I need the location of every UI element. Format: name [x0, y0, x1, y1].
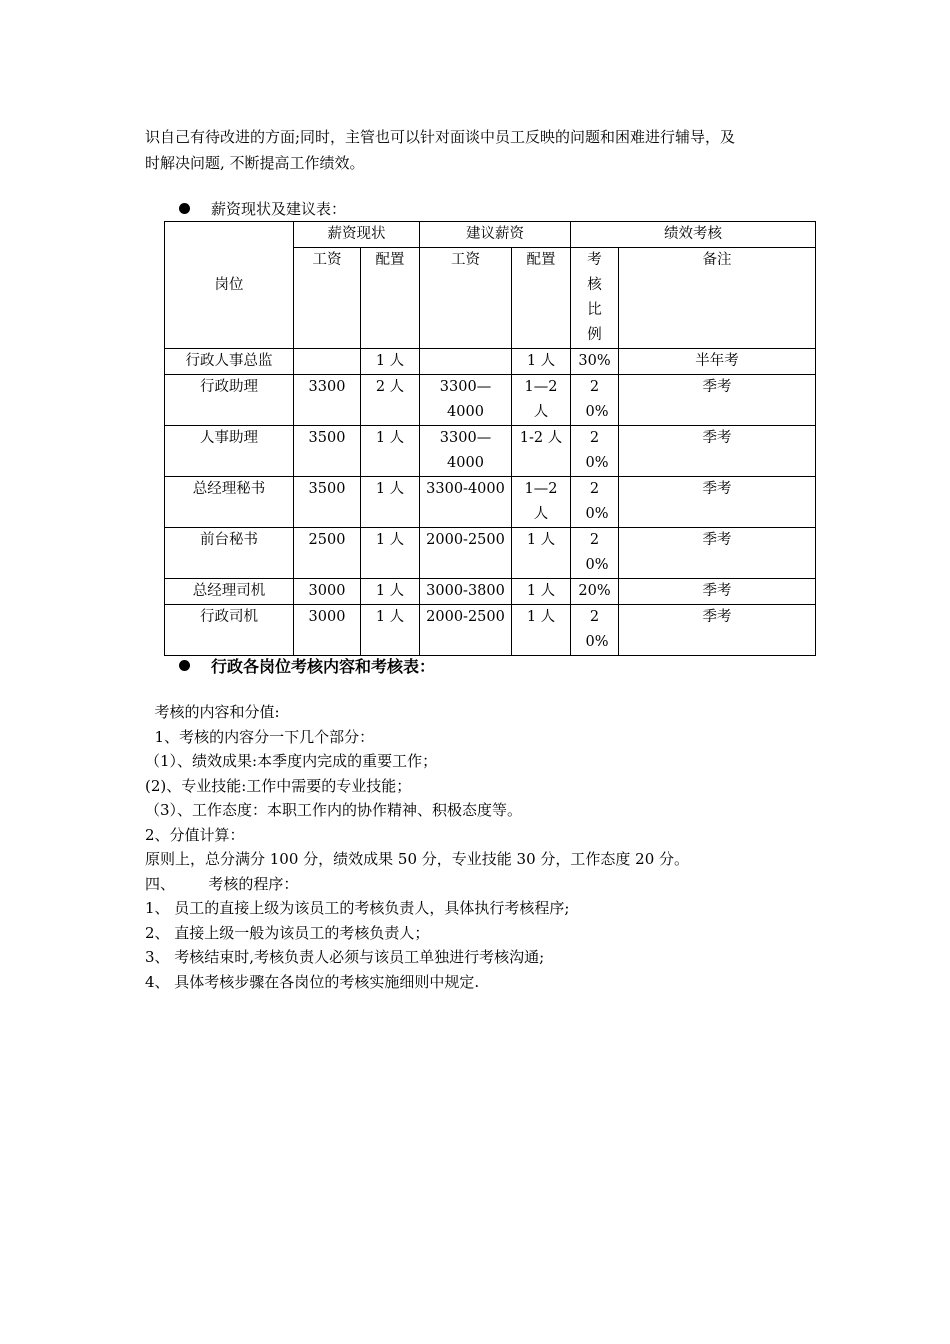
cell-position: 行政人事总监 [165, 349, 294, 375]
body-line: 2、 直接上级一般为该员工的考核负责人； [145, 923, 430, 942]
cell-suggested-wage: 3000-3800 [420, 579, 512, 605]
body-line: 考核的内容和分值: [145, 703, 280, 721]
cell-suggested-staffing: 1 人 [512, 579, 571, 605]
cell-current-staffing: 1 人 [361, 426, 420, 477]
cell-ratio [571, 605, 619, 656]
body-line: 2、分值计算： [145, 825, 245, 844]
cell-suggested-wage: 3300-4000 [420, 477, 512, 528]
assessment-section-heading [179, 654, 435, 677]
header-ratio-text: 考核比例 [587, 252, 602, 343]
cell-ratio [571, 426, 619, 477]
cell-current-wage: 2500 [294, 528, 361, 579]
body-line: (2)、专业技能:工作中需要的专业技能； [145, 776, 412, 795]
cell-remark: 季考 [619, 426, 816, 477]
table-row [165, 579, 816, 605]
body-line: 1、 员工的直接上级为该员工的考核负责人，具体执行考核程序; [145, 899, 570, 917]
salary-section-heading [179, 198, 346, 219]
cell-remark: 季考 [619, 579, 816, 605]
header-suggested-salary: 建议薪资 [420, 222, 571, 248]
cell-current-wage: 3500 [294, 477, 361, 528]
body-line: 4、 具体考核步骤在各岗位的考核实施细则中规定. [145, 972, 480, 991]
cell-current-wage [294, 349, 361, 375]
cell-current-staffing: 1 人 [361, 605, 420, 656]
cell-suggested-staffing [512, 375, 571, 426]
cell-suggested-staffing: 1 人 [512, 528, 571, 579]
cell-position: 人事助理 [165, 426, 294, 477]
cell-ratio: 30% [571, 349, 619, 375]
cell-suggested-staffing: 1-2 人 [512, 426, 571, 477]
cell-position: 总经理秘书 [165, 477, 294, 528]
table-row [165, 426, 816, 477]
cell-text: 1—2人 [524, 481, 558, 522]
cell-position: 前台秘书 [165, 528, 294, 579]
cell-suggested-wage: 2000-2500 [420, 528, 512, 579]
bullet-icon [179, 203, 190, 214]
cell-remark: 季考 [619, 528, 816, 579]
cell-current-wage: 3000 [294, 605, 361, 656]
cell-text: 20% [585, 609, 609, 650]
cell-current-wage: 3500 [294, 426, 361, 477]
cell-remark: 季考 [619, 375, 816, 426]
cell-suggested-staffing: 1 人 [512, 349, 571, 375]
cell-current-staffing: 1 人 [361, 477, 420, 528]
body-line: 3、 考核结束时,考核负责人必须与该员工单独进行考核沟通; [145, 948, 545, 966]
assessment-body [145, 700, 825, 994]
header-staffing: 配置 [512, 248, 571, 349]
table-row [165, 605, 816, 656]
body-line: 四、 考核的程序： [145, 874, 299, 893]
assessment-section-title: 行政各岗位考核内容和考核表： [211, 657, 436, 676]
cell-text: 20% [585, 532, 609, 573]
cell-remark: 半年考 [619, 349, 816, 375]
cell-current-wage: 3300 [294, 375, 361, 426]
header-wage: 工资 [294, 248, 361, 349]
table-row [165, 349, 816, 375]
header-remark: 备注 [619, 248, 816, 349]
cell-ratio [571, 477, 619, 528]
cell-ratio [571, 528, 619, 579]
cell-text: 20% [585, 481, 609, 522]
cell-current-wage: 3000 [294, 579, 361, 605]
header-current-salary: 薪资现状 [294, 222, 420, 248]
cell-suggested-wage [420, 426, 512, 477]
cell-text: 20% [585, 379, 609, 420]
cell-text: 20% [585, 430, 609, 471]
cell-ratio [571, 375, 619, 426]
cell-text: 1—2人 [524, 379, 558, 420]
cell-position: 行政助理 [165, 375, 294, 426]
header-wage: 工资 [420, 248, 512, 349]
intro-line: 时解决问题, 不断提高工作绩效。 [145, 154, 365, 172]
cell-suggested-wage [420, 349, 512, 375]
table-row [165, 375, 816, 426]
header-position: 岗位 [165, 222, 294, 349]
header-ratio [571, 248, 619, 349]
cell-current-staffing: 1 人 [361, 528, 420, 579]
bullet-icon [179, 660, 190, 671]
cell-text: 3300—4000 [439, 430, 492, 471]
intro-line: 识自己有待改进的方面;同时，主管也可以针对面谈中员工反映的问题和困难进行辅导，及 [145, 128, 736, 146]
cell-current-staffing: 1 人 [361, 349, 420, 375]
intro-paragraph [145, 124, 815, 176]
body-line: （3）、工作态度：本职工作内的协作精神、积极态度等。 [145, 801, 523, 819]
table-row [165, 477, 816, 528]
cell-suggested-wage [420, 375, 512, 426]
table-row [165, 528, 816, 579]
body-line: （1）、绩效成果:本季度内完成的重要工作； [145, 752, 438, 770]
salary-section-title: 薪资现状及建议表： [211, 200, 347, 218]
cell-current-staffing: 2 人 [361, 375, 420, 426]
header-performance: 绩效考核 [571, 222, 816, 248]
cell-text: 3300—4000 [439, 379, 492, 420]
cell-position: 总经理司机 [165, 579, 294, 605]
body-line: 1、考核的内容分一下几个部分： [145, 727, 375, 746]
cell-remark: 季考 [619, 605, 816, 656]
cell-suggested-staffing [512, 477, 571, 528]
salary-table [164, 221, 816, 656]
cell-position: 行政司机 [165, 605, 294, 656]
cell-suggested-wage: 2000-2500 [420, 605, 512, 656]
header-staffing: 配置 [361, 248, 420, 349]
body-line: 原则上，总分满分 100 分，绩效成果 50 分，专业技能 30 分，工作态度 20 分。 [145, 850, 690, 868]
cell-remark: 季考 [619, 477, 816, 528]
cell-suggested-staffing: 1 人 [512, 605, 571, 656]
cell-ratio: 20% [571, 579, 619, 605]
cell-current-staffing: 1 人 [361, 579, 420, 605]
